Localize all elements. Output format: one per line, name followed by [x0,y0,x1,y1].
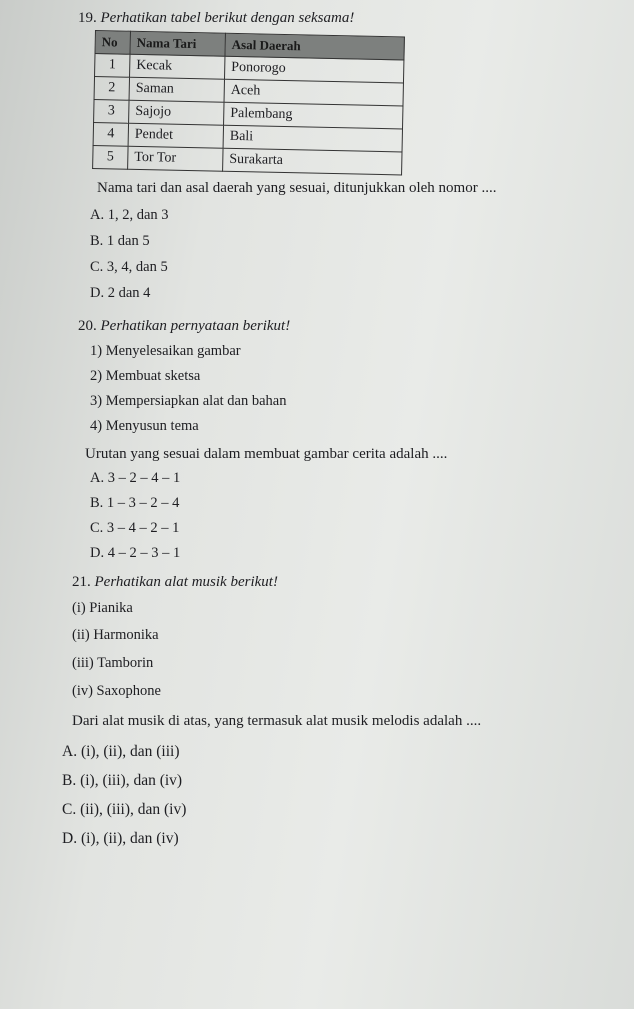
table-cell-asal: Bali [223,125,402,152]
question-20-number: 20. [78,318,97,334]
table-cell-asal: Palembang [224,102,403,129]
table-cell-nama: Sajojo [129,100,224,125]
question-21-option-a[interactable]: A. (i), (ii), dan (iii) [62,743,180,760]
table-cell-no: 5 [93,145,128,169]
question-21-option-c[interactable]: C. (ii), (iii), dan (iv) [62,801,187,818]
question-19-option-d[interactable]: D. 2 dan 4 [90,285,151,301]
question-19-prompt: Perhatikan tabel berikut dengan seksama! [100,10,355,26]
dance-table [92,30,405,175]
table-cell-no: 3 [94,99,129,123]
table-cell-no: 4 [93,122,128,146]
question-20-option-d[interactable]: D. 4 – 2 – 3 – 1 [90,545,181,561]
question-19-number: 19. [78,10,97,26]
question-20-item-1: 1) Menyelesaikan gambar [90,343,241,359]
question-20-option-b[interactable]: B. 1 – 3 – 2 – 4 [90,495,180,511]
question-21-item-i: (i) Pianika [72,600,133,616]
question-20-item-2: 2) Membuat sketsa [90,368,201,384]
question-21-prompt: Perhatikan alat musik berikut! [94,574,278,590]
table-cell-nama: Pendet [128,123,223,148]
question-21-number: 21. [72,574,91,590]
table-cell-nama: Kecak [130,54,225,79]
question-19-text: Nama tari dan asal daerah yang sesuai, ditunjukkan oleh nomor .... [97,180,497,196]
table-cell-asal: Ponorogo [224,56,403,83]
question-20-title [78,318,290,335]
question-21-option-b[interactable]: B. (i), (iii), dan (iv) [62,772,183,789]
question-21-item-iii: (iii) Tamborin [72,655,154,671]
table-header-asal-daerah: Asal Daerah [225,33,404,60]
question-19-title [78,10,354,27]
question-21-text: Dari alat musik di atas, yang termasuk alat musik melodis adalah .... [72,713,482,729]
table-header-no: No [95,31,130,55]
question-19-option-c[interactable]: C. 3, 4, dan 5 [90,259,168,275]
table-cell-no: 1 [95,54,130,78]
question-20-item-3: 3) Mempersiapkan alat dan bahan [90,393,287,409]
question-21-option-d[interactable]: D. (i), (ii), dan (iv) [62,830,179,847]
question-19-option-a[interactable]: A. 1, 2, dan 3 [90,207,169,223]
table-cell-no: 2 [94,77,129,101]
table-header-nama-tari: Nama Tari [130,31,225,56]
table-cell-asal: Surakarta [223,148,402,175]
question-20-item-4: 4) Menyusun tema [90,418,199,434]
table-cell-nama: Saman [129,77,224,102]
question-21-item-iv: (iv) Saxophone [72,683,161,699]
question-20-option-c[interactable]: C. 3 – 4 – 2 – 1 [90,520,180,536]
question-19-option-b[interactable]: B. 1 dan 5 [90,233,150,249]
question-21-title [72,574,278,591]
question-20-option-a[interactable]: A. 3 – 2 – 4 – 1 [90,470,181,486]
question-20-prompt: Perhatikan pernyataan berikut! [100,318,291,334]
table-cell-asal: Aceh [224,79,403,106]
table-cell-nama: Tor Tor [128,146,223,171]
question-21-item-ii: (ii) Harmonika [72,627,159,643]
question-20-text: Urutan yang sesuai dalam membuat gambar cerita adalah .... [85,446,448,462]
